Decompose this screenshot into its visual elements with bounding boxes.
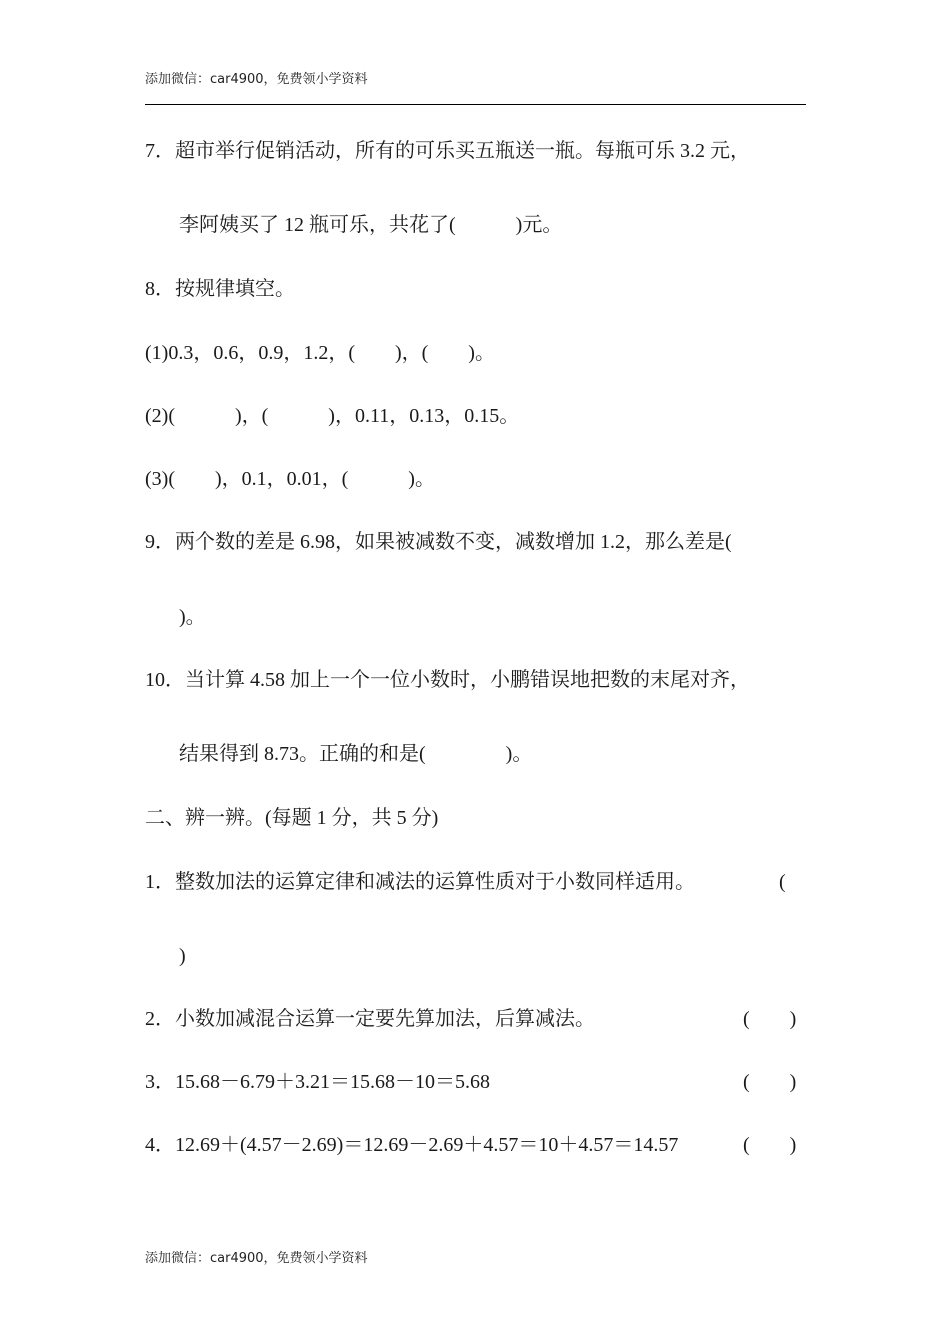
judge-item-1-text: 1．整数加法的运算定律和减法的运算性质对于小数同样适用。	[145, 871, 695, 893]
judge-item-4-paren: ( )	[743, 1134, 797, 1156]
question-8-title: 8．按规律填空。	[145, 278, 295, 300]
question-9-line-1: 9．两个数的差是 6.98，如果被减数不变，减数增加 1.2，那么差是(	[145, 531, 732, 553]
judge-item-3-paren: ( )	[743, 1071, 797, 1093]
question-8-part-3: (3)( )，0.1，0.01，( )。	[145, 468, 435, 490]
judge-item-2-text: 2．小数加减混合运算一定要先算加法，后算减法。	[145, 1008, 595, 1030]
question-7-line-1: 7．超市举行促销活动，所有的可乐买五瓶送一瓶。每瓶可乐 3.2 元，	[145, 140, 750, 162]
judge-item-1-paren-close: )	[179, 945, 186, 967]
judge-item-1-paren-open: (	[779, 871, 786, 893]
footer-note: 添加微信：car4900，免费领小学资料	[145, 1251, 368, 1266]
header-note: 添加微信：car4900，免费领小学资料	[145, 72, 368, 87]
question-8-part-2: (2)( )，( )，0.11，0.13，0.15。	[145, 405, 520, 427]
question-9-line-2: )。	[179, 606, 206, 628]
question-10-line-2: 结果得到 8.73。正确的和是( )。	[179, 743, 533, 765]
question-8-part-1: (1)0.3，0.6，0.9，1.2，( )，( )。	[145, 342, 495, 364]
judge-item-4-text: 4．12.69＋(4.57－2.69)＝12.69－2.69＋4.57＝10＋4.57＝14.57	[145, 1134, 679, 1156]
question-10-line-1: 10．当计算 4.58 加上一个一位小数时，小鹏错误地把数的末尾对齐，	[145, 669, 750, 691]
header-divider	[145, 104, 806, 105]
judge-item-3-text: 3．15.68－6.79＋3.21＝15.68－10＝5.68	[145, 1071, 490, 1093]
section-2-title: 二、辨一辨。(每题 1 分，共 5 分)	[145, 807, 439, 829]
question-7-line-2: 李阿姨买了 12 瓶可乐，共花了( )元。	[179, 214, 563, 236]
judge-item-2-paren: ( )	[743, 1008, 797, 1030]
